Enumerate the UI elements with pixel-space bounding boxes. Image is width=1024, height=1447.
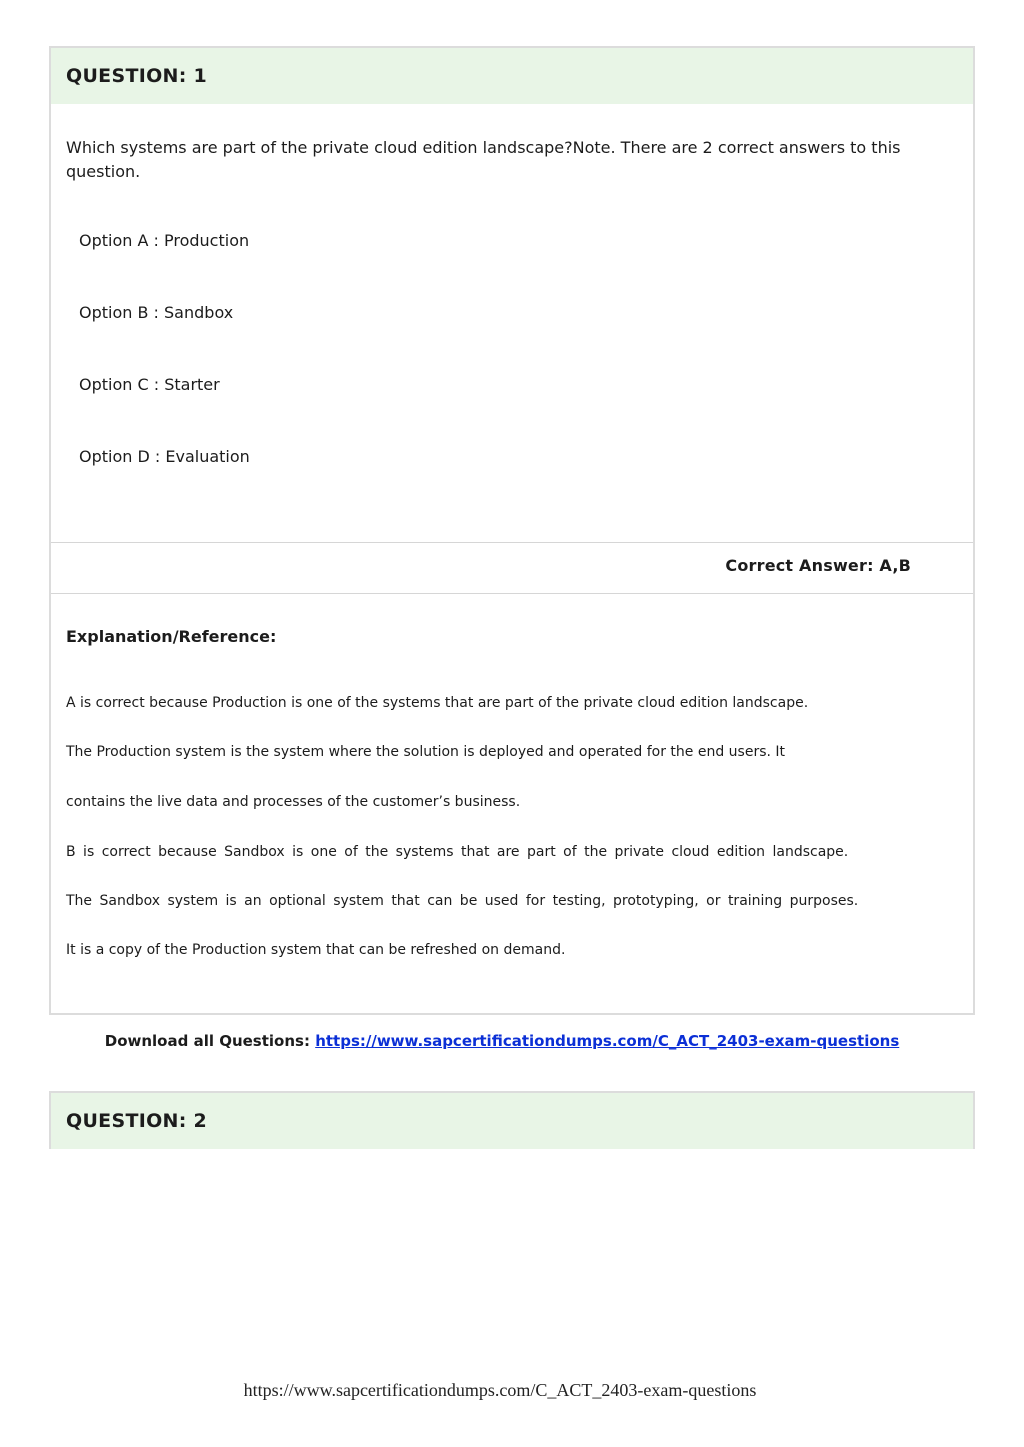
divider	[51, 542, 973, 543]
divider	[51, 593, 973, 594]
explanation-line: A is correct because Production is one of the systems that are part of the private cloud edition landscape.	[66, 695, 809, 711]
explanation-line: contains the live data and processes of the customer’s business.	[66, 794, 521, 810]
option-d: Option D : Evaluation	[79, 447, 250, 466]
question-text: Which systems are part of the private cloud edition landscape?Note. There are 2 correct answers to this question.	[66, 138, 901, 181]
question-card-2	[49, 1091, 975, 1149]
question-header: QUESTION: 1	[51, 48, 973, 104]
option-a: Option A : Production	[79, 231, 250, 250]
option-c: Option C : Starter	[79, 375, 220, 394]
footer-url: https://www.sapcertificationdumps.com/C_ACT_2403-exam-questions	[243, 1380, 757, 1400]
explanation-line: The Sandbox system is an optional system that can be used for testing, prototyping, or training purposes.	[66, 893, 859, 909]
question-card-1	[49, 46, 975, 1015]
explanation-line: The Production system is the system where the solution is deployed and operated for the end users. It	[66, 744, 786, 760]
download-banner	[0, 1031, 1004, 1051]
question-header: QUESTION: 2	[51, 1093, 973, 1149]
explanation-line: B is correct because Sandbox is one of the systems that are part of the private cloud edition landscape.	[66, 844, 849, 860]
explanation-line: It is a copy of the Production system that can be refreshed on demand.	[66, 942, 566, 958]
explanation-title: Explanation/Reference:	[66, 627, 277, 646]
correct-answer: Correct Answer: A,B	[725, 556, 911, 575]
download-label: Download all Questions:	[104, 1032, 310, 1050]
option-b: Option B : Sandbox	[79, 303, 234, 322]
download-link[interactable]: https://www.sapcertificationdumps.com/C_ACT_2403-exam-questions	[315, 1032, 900, 1050]
